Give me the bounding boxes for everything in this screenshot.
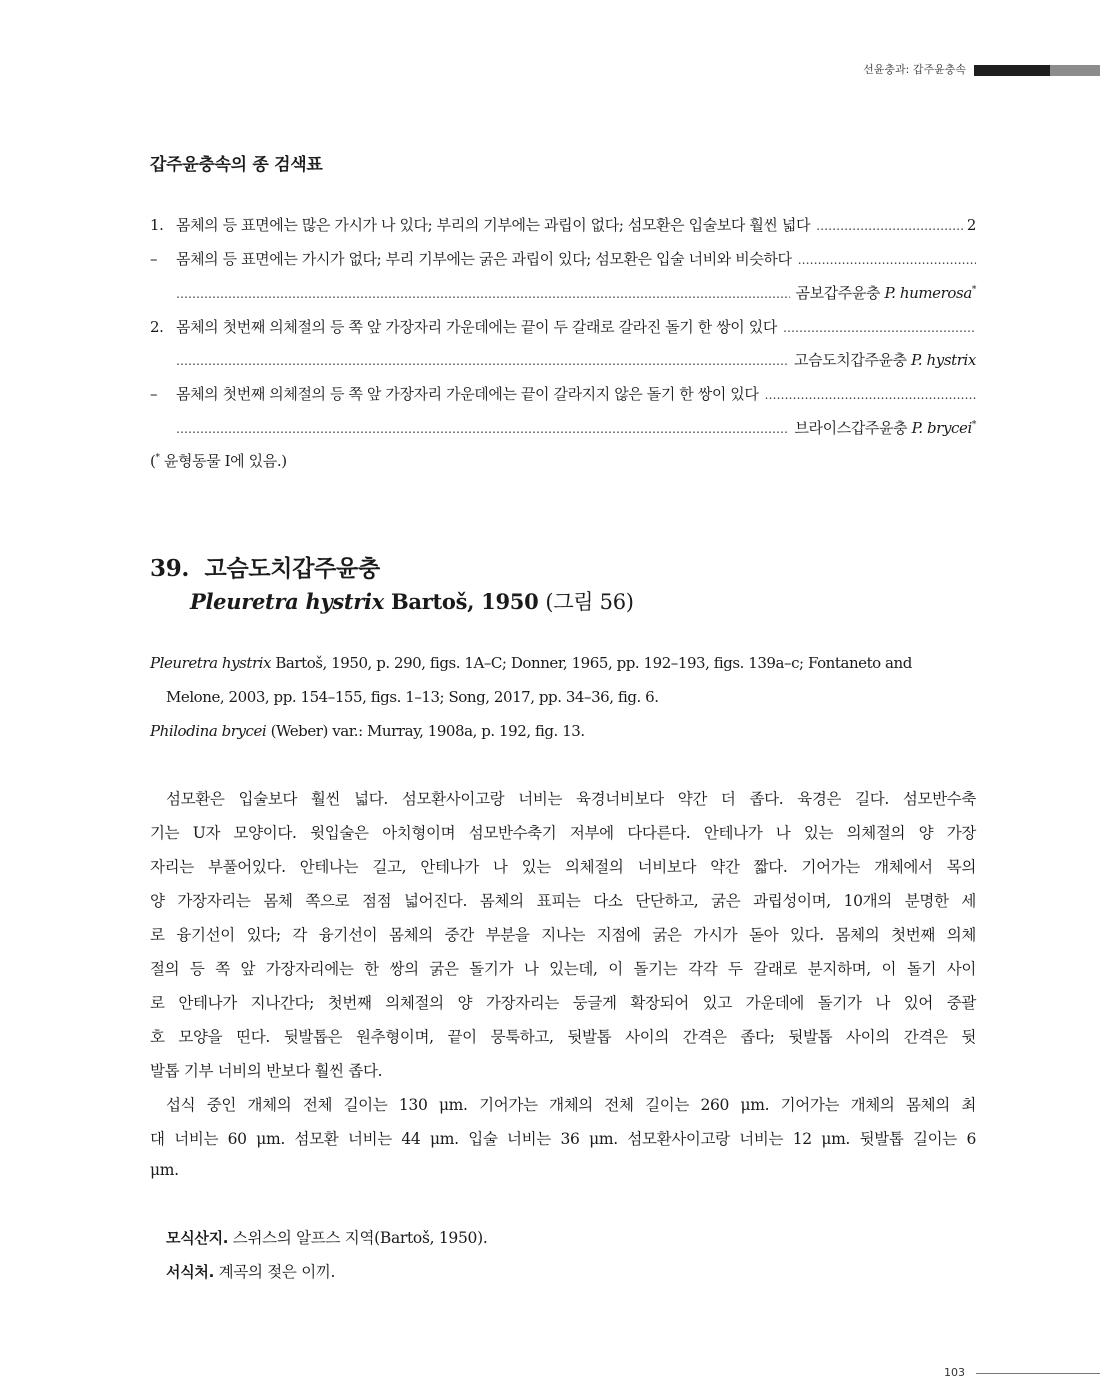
result-scientific-name: P. humerosa (884, 284, 972, 302)
measurement-line: μm. (150, 1161, 179, 1179)
synonym-name: Pleuretra hystrix (150, 654, 272, 672)
measurement-line: 섭식 중인 개체의 전체 길이는 130 μm. 기어가는 개체의 전체 길이는 260 μm. 기어가는 개체의 몸체의 최 (166, 1096, 976, 1114)
key-result-hystrix (150, 349, 976, 377)
key-footnote (150, 450, 287, 471)
running-head (863, 64, 1100, 76)
figure-reference: (그림 56) (545, 590, 634, 614)
running-head-dark-bar (974, 65, 1050, 76)
asterisk-mark: * (971, 285, 976, 295)
leader-dots (783, 321, 976, 335)
leader-dots (765, 388, 977, 402)
description-line: 호 모양을 띤다. 뒷발톱은 원추형이며, 끝이 뭉툭하고, 뒷발톱 사이의 간격은 좁다; 뒷발톱 사이의 간격은 뒷 (150, 1028, 976, 1046)
description-line: 기는 U자 모양이다. 윗입술은 아치형이며 섬모반수축기 저부에 다다른다. 안테나가 나 있는 의체절의 양 가장 (150, 824, 976, 842)
footnote-mark: * (155, 453, 160, 463)
result-scientific-name: P. hystrix (911, 351, 976, 369)
leader-dots (176, 287, 790, 301)
description-line: 로 안테나가 지나간다; 첫번째 의체절의 양 가장자리는 둥글게 확장되어 있고 가운데에 돌기가 나 있어 중괄 (150, 994, 976, 1012)
description-line: 절의 등 쪽 앞 가장자리에는 한 쌍의 굵은 돌기가 나 있는데, 이 돌기는 각각 두 갈래로 분지하며, 이 돌기 사이 (150, 960, 976, 978)
result-korean-name: 곰보갑주윤충 (795, 284, 881, 302)
key-result-humerosa (150, 282, 976, 310)
type-locality-label: 모식산지. (166, 1229, 229, 1247)
result-korean-name: 고슴도치갑주윤충 (794, 351, 907, 369)
species-number: 39. (150, 555, 190, 582)
synonym-name: Philodina brycei (150, 722, 267, 740)
description-line: 자리는 부풀어있다. 안테나는 길고, 안테나가 나 있는 의체절의 너비보다 약간 짧다. 기어가는 개체에서 목의 (150, 858, 976, 876)
description-line: 양 가장자리는 몸체 쪽으로 점점 넓어진다. 몸체의 표피는 다소 단단하고, 굵은 과립성이며, 10개의 분명한 세 (150, 892, 976, 910)
key-title: 갑주윤충속의 종 검색표 (150, 155, 323, 175)
habitat-text: 계곡의 젖은 이끼. (213, 1263, 336, 1281)
synonym-line (150, 654, 976, 672)
key-text: 몸체의 첫번째 의체절의 등 쪽 앞 가장자리 가운데에는 끝이 두 갈래로 갈라진 돌기 한 쌍이 있다 (176, 318, 777, 336)
page-number: 103 (944, 1366, 965, 1379)
key-lead: 2. (150, 318, 164, 336)
habitat (166, 1260, 335, 1282)
leader-dots (176, 354, 788, 368)
page-number-rule (976, 1373, 1100, 1374)
key-text: 몸체의 등 표면에는 가시가 없다; 부리 기부에는 굵은 과립이 있다; 섬모환은 입술 너비와 비슷하다 (176, 250, 792, 268)
key-couplet-1b (150, 248, 976, 276)
leader-dots (816, 219, 963, 233)
species-author: Bartoš, 1950 (390, 589, 539, 614)
measurement-line: 대 너비는 60 μm. 섬모환 너비는 44 μm. 입술 너비는 36 μm. 섬모환사이고랑 너비는 12 μm. 뒷발톱 길이는 6 (150, 1130, 976, 1148)
key-couplet-1a (150, 214, 976, 242)
footnote-open: ( (150, 452, 156, 470)
species-heading (150, 550, 380, 583)
description-line: 발톱 기부 너비의 반보다 훨씬 좁다. (150, 1062, 383, 1080)
synonym-line (150, 722, 976, 740)
key-lead: 1. (150, 216, 164, 234)
key-couplet-2a (150, 316, 976, 344)
key-result (794, 417, 976, 438)
synonym-line (150, 688, 992, 706)
key-text: 몸체의 첫번째 의체절의 등 쪽 앞 가장자리 가운데에는 끝이 갈라지지 않은 돌기 한 쌍이 있다 (176, 385, 759, 403)
description-line: 로 융기선이 있다; 각 융기선이 몸체의 중간 부분을 지나는 지점에 굵은 가시가 돋아 있다. 몸체의 첫번째 의체 (150, 926, 976, 944)
running-head-grey-bar (1050, 65, 1100, 76)
key-text: 몸체의 등 표면에는 많은 가시가 나 있다; 부리의 기부에는 과립이 없다; 섬모환은 입술보다 훨씬 넓다 (176, 216, 811, 234)
species-korean-name: 고슴도치갑주윤충 (204, 555, 380, 582)
leader-dots (176, 422, 788, 436)
species-scientific-name: Pleuretra hystrix (190, 589, 384, 614)
running-head-text: 선윤충과: 갑주윤충속 (863, 63, 966, 76)
footnote-text: 윤형동물 I에 있음.) (159, 452, 287, 470)
key-target: 2 (966, 216, 976, 234)
result-scientific-name: P. brycei (911, 419, 972, 437)
key-result (794, 349, 976, 370)
leader-dots (798, 253, 976, 267)
habitat-label: 서식처. (166, 1263, 214, 1281)
species-scientific-heading (190, 586, 634, 616)
key-couplet-2b (150, 383, 976, 411)
key-result-brycei (150, 417, 976, 445)
key-lead: – (150, 250, 158, 268)
key-result (796, 282, 976, 303)
description-line: 섬모환은 입술보다 훨씬 넓다. 섬모환사이고랑 너비는 육경너비보다 약간 더 좁다. 육경은 길다. 섬모반수축 (166, 790, 976, 808)
result-korean-name: 브라이스갑주윤충 (794, 419, 908, 437)
synonym-reference: Bartoš, 1950, p. 290, figs. 1A–C; Donner, 1965, pp. 192–193, figs. 139a–c; Fontaneto and (271, 654, 912, 672)
asterisk-mark: * (971, 420, 976, 430)
type-locality (166, 1226, 488, 1248)
synonym-reference: Melone, 2003, pp. 154–155, figs. 1–13; Song, 2017, pp. 34–36, fig. 6. (166, 688, 659, 706)
key-lead: – (150, 385, 158, 403)
synonym-reference: (Weber) var.: Murray, 1908a, p. 192, fig. 13. (266, 722, 585, 740)
type-locality-text: 스위스의 알프스 지역(Bartoš, 1950). (228, 1229, 488, 1247)
